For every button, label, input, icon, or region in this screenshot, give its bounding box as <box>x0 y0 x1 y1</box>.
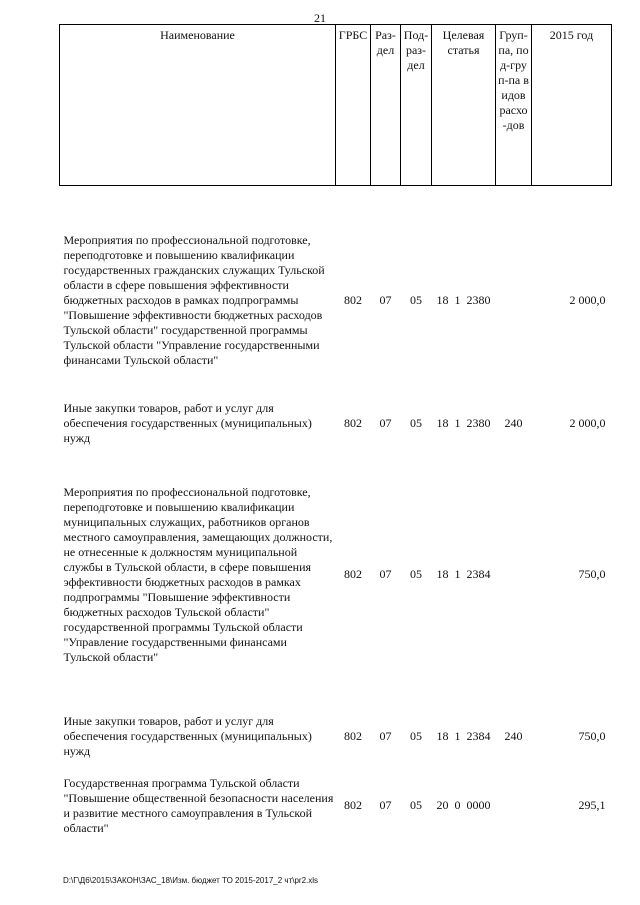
row-grbs: 802 <box>344 798 362 812</box>
row-amount: 2 000,0 <box>569 416 606 430</box>
row-target: 18 1 2384 <box>436 567 491 581</box>
header-podrazdel-label: Под-раз-дел <box>403 28 429 72</box>
header-razdel-label: Раз-дел <box>375 28 396 57</box>
header-name <box>60 25 336 186</box>
row-name: Мероприятия по профессиональной подготовке, переподготовке и повышению квалификации государственных гражданских служащих Тульской области в сфере повышения эффективности бюджетных расходов в рамках подпрограммы "Повышение эффективности бюджетных расходов Тульской области" государственной программы Тульской области "Управление государственными финансами Тульской области" <box>63 233 325 368</box>
row-razdel: 07 <box>379 798 392 812</box>
row-name: Иные закупки товаров, работ и услуг для обеспечения государственных (муниципальных) нужд <box>63 401 312 445</box>
table-row <box>60 394 612 454</box>
file-path-footer: D:\Г\Д6\2015\ЗАКОН\ЗАС_18\Изм. бюджет ТО 2015-2017_2 чт\pr2.xls <box>63 876 319 885</box>
row-amount: 750,0 <box>578 567 606 581</box>
row-grbs: 802 <box>344 416 362 430</box>
row-amount: 2 000,0 <box>569 293 606 308</box>
row-podrazdel: 05 <box>410 293 422 308</box>
row-group <box>496 770 532 842</box>
header-grbs-label: ГРБС <box>338 28 368 42</box>
row-group: 240 <box>504 416 523 430</box>
row-name: Государственная программа Тульской области "Повышение общественной безопасности населения и развитие местного самоуправления в Тульской области" <box>63 775 334 835</box>
row-target: 18 1 2380 <box>436 293 491 308</box>
row-amount: 295,1 <box>578 798 606 812</box>
row-razdel: 07 <box>379 416 392 430</box>
row-target: 18 1 2384 <box>436 729 491 743</box>
row-razdel: 07 <box>379 729 392 743</box>
row-podrazdel: 05 <box>410 729 422 743</box>
row-group <box>496 454 532 686</box>
budget-table <box>59 24 612 842</box>
header-group <box>496 25 532 186</box>
header-group-label: Груп-па, под-груп-па видов расхо-дов <box>498 28 529 132</box>
row-grbs: 802 <box>344 729 362 743</box>
row-grbs: 802 <box>344 293 362 308</box>
row-name: Иные закупки товаров, работ и услуг для обеспечения государственных (муниципальных) нужд <box>63 714 312 758</box>
header-year <box>532 25 612 186</box>
table-header-row <box>60 25 612 186</box>
table-row <box>60 686 612 770</box>
header-grbs <box>336 25 371 186</box>
row-target: 18 1 2380 <box>436 416 491 430</box>
row-grbs: 802 <box>344 567 362 581</box>
row-amount: 750,0 <box>578 729 606 743</box>
header-target-label: Целевая статья <box>442 28 485 57</box>
row-group: 240 <box>504 729 523 743</box>
header-name-label: Наименование <box>160 28 235 42</box>
row-name: Мероприятия по профессиональной подготовке, переподготовке и повышению квалификации муниципальных служащих, работников органов местного самоуправления, замещающих должности, не отнесенные к должностям муниципальной службы в Тульской области, в сфере повышения эффективности бюджетных расходов в рамках подпрограммы "Повышение эффективности бюджетных расходов Тульской области" государственной программы Тульской области "Управление государственными финансами Тульской области" <box>63 484 333 664</box>
row-razdel: 07 <box>379 567 392 581</box>
row-podrazdel: 05 <box>410 798 422 812</box>
header-podrazdel <box>401 25 432 186</box>
table-row <box>60 186 612 394</box>
table-row <box>60 454 612 686</box>
header-razdel <box>371 25 401 186</box>
table-row <box>60 770 612 842</box>
page-number: 21 <box>314 11 326 25</box>
header-year-label: 2015 год <box>549 28 594 42</box>
row-target: 20 0 0000 <box>436 798 491 812</box>
row-razdel: 07 <box>379 293 392 308</box>
row-podrazdel: 05 <box>410 416 422 430</box>
header-target <box>432 25 496 186</box>
row-podrazdel: 05 <box>410 567 422 581</box>
row-group <box>496 186 532 394</box>
